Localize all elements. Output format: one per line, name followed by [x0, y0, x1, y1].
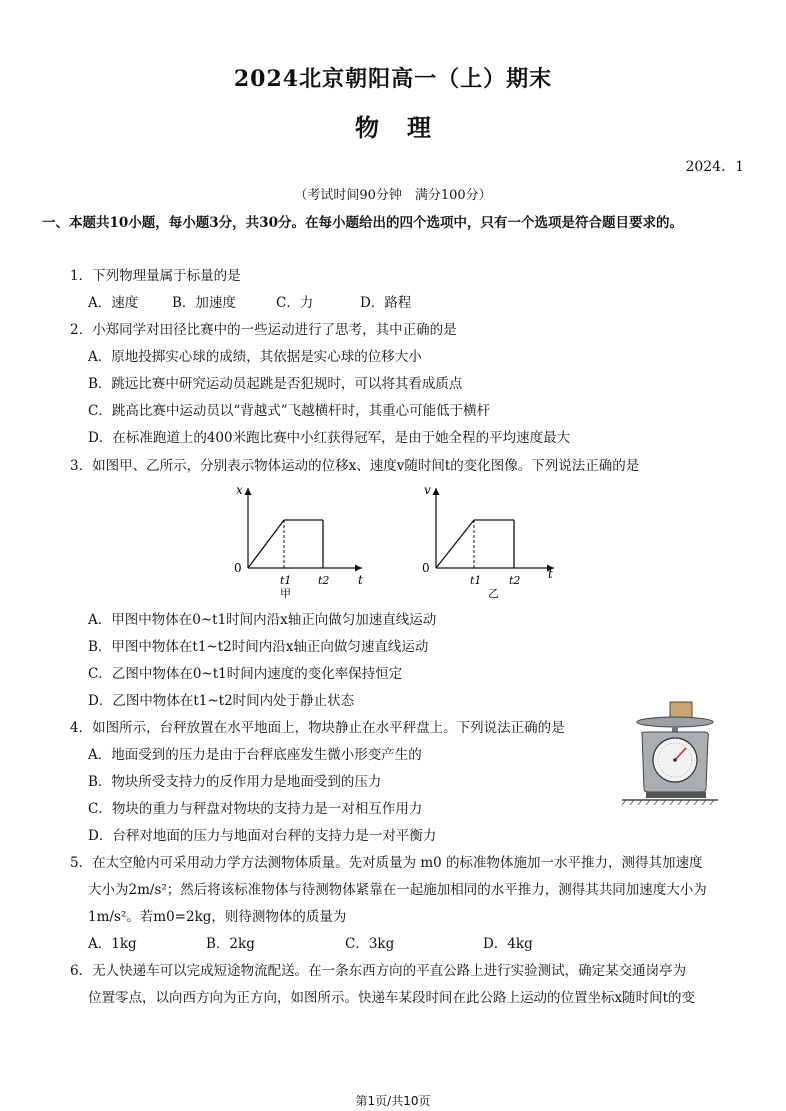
q6-line-2: 位置零点，以向西方向为正方向，如图所示。快递车某段时间在此公路上运动的位置坐标x随时间t的变 — [88, 990, 696, 1006]
graph-yi-x-label: t — [548, 567, 553, 581]
q5-option-c: C．3kg — [345, 936, 395, 952]
q2-option-b: B．跳远比赛中研究运动员起跳是否犯规时，可以将其看成质点 — [88, 376, 463, 392]
q6-line-1: 6．无人快递车可以完成短途物流配送。在一条东西方向的平直公路上进行实验测试，确定某交通岗亭为 — [70, 963, 687, 979]
q5-option-b: B．2kg — [206, 936, 255, 952]
q3-option-c: C．乙图中物体在0~t1时间内速度的变化率保持恒定 — [88, 666, 403, 682]
q2-option-a: A．原地投掷实心球的成绩，其依据是实心球的位移大小 — [88, 349, 422, 365]
graph-jia-x-label: t — [358, 573, 363, 587]
graph-jia-t2-label: t2 — [318, 574, 330, 587]
graph-jia — [222, 480, 372, 600]
q5-line-1: 5．在太空舱内可采用动力学方法测物体质量。先对质量为 m0 的标准物体施加一水平推力，测得其加速度 — [70, 855, 703, 871]
q2-stem: 2．小郑同学对田径比赛中的一些运动进行了思考，其中正确的是 — [70, 322, 457, 338]
q1-option-d: D．路程 — [360, 295, 412, 311]
graph-yi-caption: 乙 — [488, 587, 499, 600]
q1-option-c: C．力 — [276, 295, 314, 311]
q4-stem: 4．如图所示，台秤放置在水平地面上，物块静止在水平秤盘上。下列说法正确的是 — [70, 720, 565, 736]
exam-date: 2024．1 — [685, 159, 744, 175]
q3-option-b: B．甲图中物体在t1~t2时间内沿x轴正向做匀速直线运动 — [88, 639, 429, 655]
graph-yi-slope-line — [436, 520, 474, 568]
graph-yi-t1-label: t1 — [470, 574, 482, 587]
section-instruction: 一、本题共10小题，每小题3分，共30分。在每小题给出的四个选项中，只有一个选项是符合题目要求的。 — [42, 215, 683, 231]
page-footer: 第1页/共10页 — [355, 1094, 431, 1108]
graph-yi-origin: 0 — [422, 561, 430, 575]
q5-line-2: 大小为2m/s²；然后将该标准物体与待测物体紧靠在一起施加相同的水平推力，测得其共同加速度大小为 — [88, 882, 707, 898]
q1-stem: 1．下列物理量属于标量的是 — [70, 268, 241, 284]
ground-hatching — [622, 800, 714, 805]
q4-option-d: D．台秤对地面的压力与地面对台秤的支持力是一对平衡力 — [88, 828, 437, 844]
q5-option-d: D．4kg — [483, 936, 533, 952]
exam-info: （考试时间90分钟 满分100分） — [294, 188, 492, 203]
graph-jia-origin: 0 — [234, 561, 242, 575]
graph-jia-caption: 甲 — [280, 587, 291, 600]
q3-option-d: D．乙图中物体在t1~t2时间内处于静止状态 — [88, 693, 355, 709]
q5-option-a: A．1kg — [88, 936, 137, 952]
scale-pan — [637, 717, 713, 727]
q4-option-c: C．物块的重力与秤盘对物块的支持力是一对相互作用力 — [88, 801, 423, 817]
graph-yi-y-label: v — [424, 483, 431, 497]
platform-scale-illustration — [620, 698, 720, 806]
q3-stem: 3．如图甲、乙所示，分别表示物体运动的位移x、速度v随时间t的变化图像。下列说法正确的是 — [70, 458, 640, 474]
subject-title: 物理 — [355, 113, 459, 142]
scale-base — [646, 792, 706, 798]
scale-needle-pivot — [673, 758, 677, 762]
graph-jia-t1-label: t1 — [280, 574, 292, 587]
q4-option-a: A．地面受到的压力是由于台秤底座发生微小形变产生的 — [88, 747, 422, 763]
q2-option-c: C．跳高比赛中运动员以“背越式”飞越横杆时，其重心可能低于横杆 — [88, 403, 491, 419]
q5-line-3: 1m/s²。若m0=2kg，则待测物体的质量为 — [88, 909, 347, 925]
q1-option-a: A．速度 — [88, 295, 139, 311]
graph-jia-slope-line — [248, 520, 284, 568]
q3-option-a: A．甲图中物体在0~t1时间内沿x轴正向做匀加速直线运动 — [88, 612, 437, 628]
graph-yi — [418, 480, 568, 600]
q1-option-b: B．加速度 — [172, 295, 236, 311]
graph-yi-t2-label: t2 — [509, 574, 521, 587]
graph-jia-y-label: x — [236, 483, 243, 497]
q2-option-d: D．在标准跑道上的400米跑比赛中小红获得冠军，是由于她全程的平均速度最大 — [88, 430, 571, 446]
q4-option-b: B．物块所受支持力的反作用力是地面受到的压力 — [88, 774, 382, 790]
page-title: 2024北京朝阳高一（上）期末 — [233, 66, 553, 92]
